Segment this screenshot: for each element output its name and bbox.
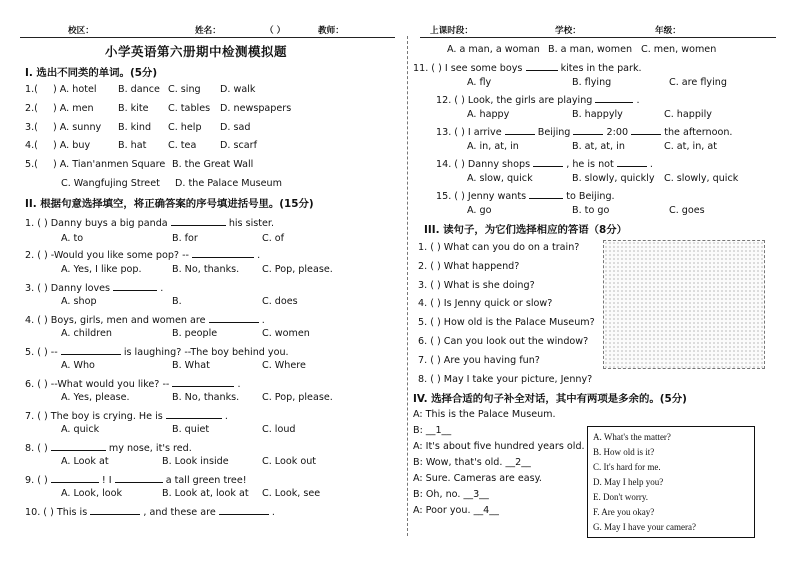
sentence-option: A. What's the matter? xyxy=(593,432,671,442)
header-grade-label: 年级： xyxy=(655,26,681,36)
question-text-after: my nose, it's red. xyxy=(108,443,192,454)
option-b: B. slowly, quickly xyxy=(572,173,655,184)
sec2-q14 xyxy=(436,157,653,170)
sec1-item-3-c: C. help xyxy=(168,122,202,133)
dialog-line: B: __1__ xyxy=(413,425,452,436)
sec1-item-2-num: 2.( xyxy=(25,103,38,114)
option-c: C. are flying xyxy=(669,77,727,88)
option-c: C. does xyxy=(262,296,298,307)
q10-option-c: C. men, women xyxy=(641,44,717,55)
sec3-item: 6. ( ) Can you look out the window? xyxy=(418,336,589,347)
answer-blank[interactable] xyxy=(61,345,121,355)
answer-blank[interactable] xyxy=(631,125,661,135)
page-title: 小学英语第六册期中检测模拟题 xyxy=(105,44,288,59)
sec3-item: 3. ( ) What is she doing? xyxy=(418,280,535,291)
option-c: C. Look, see xyxy=(262,488,321,499)
sec1-item-2-c: C. tables xyxy=(168,103,211,114)
question-text-mid: ! I xyxy=(101,475,112,486)
question-text-after: . xyxy=(271,507,275,518)
question-text-after: . xyxy=(257,250,261,261)
sec3-item: 8. ( ) May I take your picture, Jenny? xyxy=(418,374,593,385)
question-text-after: . xyxy=(224,411,228,422)
sec1-item-3-d: D. sad xyxy=(220,122,251,133)
option-a: A. fly xyxy=(467,77,492,88)
sec3-item: 5. ( ) How old is the Palace Museum? xyxy=(418,317,595,328)
sec2-q15 xyxy=(436,189,615,202)
option-c: C. of xyxy=(262,233,285,244)
answer-blank[interactable] xyxy=(51,473,99,483)
option-b: B. at, at, in xyxy=(572,141,625,152)
sec3-item: 1. ( ) What can you do on a train? xyxy=(418,242,580,253)
sec2-q1 xyxy=(25,216,274,229)
option-b: B. to go xyxy=(572,205,610,216)
sec2-q2 xyxy=(25,248,260,261)
question-text: 8. ( ) xyxy=(25,443,48,454)
answer-blank[interactable] xyxy=(192,248,254,258)
sec1-item-3-num: 3.( xyxy=(25,122,38,133)
option-b: B. No, thanks. xyxy=(172,264,240,275)
question-text-after: kites in the park. xyxy=(560,63,642,74)
question-text: 9. ( ) xyxy=(25,475,48,486)
question-text: 6. ( ) --What would you like? -- xyxy=(25,379,170,390)
option-a: A. shop xyxy=(61,296,97,307)
option-b: B. What xyxy=(172,360,210,371)
sec1-item-4-d: D. scarf xyxy=(220,140,257,151)
option-b: B. people xyxy=(172,328,218,339)
sec2-q9 xyxy=(25,473,247,486)
sec1-item-5-num: 5.( xyxy=(25,159,38,170)
option-c: C. Look out xyxy=(262,456,317,467)
sec1-item-1-d: D. walk xyxy=(220,84,256,95)
sec1-item-2-d: D. newspapers xyxy=(220,103,292,114)
sec3-item: 2. ( ) What happend? xyxy=(418,261,520,272)
question-text-mid2: 2:00 xyxy=(606,127,629,138)
header-campus-label: 校区： xyxy=(68,26,94,36)
sec1-item-3-b: B. kind xyxy=(118,122,152,133)
question-text: 10. ( ) This is xyxy=(25,507,88,518)
header-time-label: 上课时段： xyxy=(430,26,473,36)
answer-blank[interactable] xyxy=(113,281,157,291)
sec1-item-5-c: C. Wangfujing Street xyxy=(61,178,160,189)
answer-blank[interactable] xyxy=(171,216,226,226)
option-b: B. No, thanks. xyxy=(172,392,240,403)
header-teacher-label: 教师： xyxy=(318,26,344,36)
sec1-item-4-b: B. hat xyxy=(118,140,147,151)
answer-blank[interactable] xyxy=(533,157,563,167)
section-3-heading: III. 读句子，为它们选择相应的答语（8分） xyxy=(424,224,628,236)
option-a: A. happy xyxy=(467,109,510,120)
sentence-option: G. May I have your camera? xyxy=(593,522,696,532)
sec2-q3 xyxy=(25,281,163,294)
question-text-after: his sister. xyxy=(228,218,275,229)
sec2-q7 xyxy=(25,409,228,422)
picture-placeholder xyxy=(603,240,765,369)
answer-blank[interactable] xyxy=(595,93,633,103)
dialog-line: A: Poor you. __4__ xyxy=(413,505,499,516)
option-c: C. loud xyxy=(262,424,296,435)
answer-blank[interactable] xyxy=(51,441,106,451)
dialog-line: A: Sure. Cameras are easy. xyxy=(413,473,542,484)
dialog-line: A: It's about five hundred years old. xyxy=(413,441,585,452)
question-text-after: to Beijing. xyxy=(566,191,615,202)
q10-option-b: B. a man, women xyxy=(548,44,633,55)
sec1-item-1-num: 1.( xyxy=(25,84,38,95)
sec1-item-2-b: B. kite xyxy=(118,103,149,114)
option-c: C. women xyxy=(262,328,310,339)
section-4-heading: IV. 选择合适的句子补全对话，其中有两项是多余的。(5分) xyxy=(413,393,687,405)
column-divider xyxy=(407,36,408,536)
sec1-item-5-a: ) A. Tian'anmen Square xyxy=(53,159,166,170)
question-text-after: . xyxy=(261,315,265,326)
question-text: 14. ( ) Danny shops xyxy=(436,159,531,170)
question-text: 12. ( ) Look, the girls are playing xyxy=(436,95,593,106)
sec2-q8 xyxy=(25,441,192,454)
dialog-line: A: This is the Palace Museum. xyxy=(413,409,556,420)
answer-blank[interactable] xyxy=(172,377,234,387)
sec2-q6 xyxy=(25,377,241,390)
sec2-q11 xyxy=(413,61,642,74)
question-text: 1. ( ) Danny buys a big panda xyxy=(25,218,168,229)
sec2-q5 xyxy=(25,345,289,358)
option-a: A. quick xyxy=(61,424,100,435)
question-text-after: . xyxy=(636,95,640,106)
question-text-after: a tall green tree! xyxy=(165,475,247,486)
answer-blank[interactable] xyxy=(529,189,563,199)
sentence-option: D. May I help you? xyxy=(593,477,664,487)
sentence-option: F. Are you okay? xyxy=(593,507,655,517)
option-a: A. go xyxy=(467,205,492,216)
sec1-item-4-num: 4.( xyxy=(25,140,38,151)
sec2-q12 xyxy=(436,93,640,106)
option-c: C. goes xyxy=(669,205,705,216)
question-text-mid: Beijing xyxy=(537,127,571,138)
option-a: A. Yes, I like pop. xyxy=(61,264,142,275)
option-c: C. Where xyxy=(262,360,306,371)
question-text-after: . xyxy=(160,283,164,294)
sec1-item-5-d: D. the Palace Museum xyxy=(175,178,282,189)
question-text: 3. ( ) Danny loves xyxy=(25,283,111,294)
option-a: A. Yes, please. xyxy=(61,392,130,403)
sentence-option: B. How old is it? xyxy=(593,447,655,457)
question-text: 2. ( ) -Would you like some pop? -- xyxy=(25,250,189,261)
sec1-item-3-a: ) A. sunny xyxy=(53,122,102,133)
sec1-item-4-c: C. tea xyxy=(168,140,197,151)
answer-blank[interactable] xyxy=(526,61,558,71)
answer-blank[interactable] xyxy=(505,125,535,135)
header-school-label: 学校： xyxy=(555,26,581,36)
question-text-after: the afternoon. xyxy=(664,127,733,138)
option-b: B. Look at, look at xyxy=(162,488,249,499)
option-b: B. happyly xyxy=(572,109,623,120)
sentence-option: E. Don't worry. xyxy=(593,492,649,502)
sec2-q10 xyxy=(25,505,275,518)
question-text-mid: , and these are xyxy=(143,507,216,518)
option-b: B. Look inside xyxy=(162,456,229,467)
answer-blank[interactable] xyxy=(209,313,259,323)
sec2-q4 xyxy=(25,313,265,326)
option-c: C. at, in, at xyxy=(664,141,718,152)
option-c: C. Pop, please. xyxy=(262,392,333,403)
option-c: C. slowly, quick xyxy=(664,173,739,184)
sec1-item-4-a: ) A. buy xyxy=(53,140,91,151)
header-name-label: 姓名： xyxy=(195,26,221,36)
question-text: 15. ( ) Jenny wants xyxy=(436,191,527,202)
answer-blank[interactable] xyxy=(617,157,647,167)
section-1-heading: I. 选出不同类的单词。(5分) xyxy=(25,67,158,79)
section-2-heading: II. 根据句意选择填空，将正确答案的序号填进括号里。(15分) xyxy=(25,198,314,210)
sec3-item: 4. ( ) Is Jenny quick or slow? xyxy=(418,298,553,309)
sec2-q13 xyxy=(436,125,732,138)
option-b: B. flying xyxy=(572,77,612,88)
question-text: 4. ( ) Boys, girls, men and women are xyxy=(25,315,206,326)
question-text: 7. ( ) The boy is crying. He is xyxy=(25,411,163,422)
option-a: A. in, at, in xyxy=(467,141,519,152)
option-c: C. Pop, please. xyxy=(262,264,333,275)
option-b: B. for xyxy=(172,233,198,244)
question-text-after: is laughing? --The boy behind you. xyxy=(123,347,289,358)
answer-blank[interactable] xyxy=(166,409,222,419)
option-a: A. Who xyxy=(61,360,95,371)
dialog-line: B: Wow, that's old. __2__ xyxy=(413,457,531,468)
question-text-after: . xyxy=(237,379,241,390)
sec3-item: 7. ( ) Are you having fun? xyxy=(418,355,540,366)
option-b: B. quiet xyxy=(172,424,210,435)
dialog-line: B: Oh, no. __3__ xyxy=(413,489,489,500)
question-text-mid: , he is not xyxy=(566,159,614,170)
sec1-item-2-a: ) A. men xyxy=(53,103,94,114)
question-text: 13. ( ) I arrive xyxy=(436,127,502,138)
answer-blank[interactable] xyxy=(115,473,163,483)
option-a: A. children xyxy=(61,328,112,339)
sec1-item-1-a: ) A. hotel xyxy=(53,84,97,95)
header-rule-left xyxy=(20,37,395,38)
sentence-options-box xyxy=(587,426,755,538)
header-paren: （ ） xyxy=(265,26,286,36)
answer-blank[interactable] xyxy=(573,125,603,135)
sec1-item-1-c: C. sing xyxy=(168,84,201,95)
answer-blank[interactable] xyxy=(90,505,140,515)
question-text: 11. ( ) I see some boys xyxy=(413,63,523,74)
q10-option-a: A. a man, a woman xyxy=(447,44,540,55)
answer-blank[interactable] xyxy=(219,505,269,515)
question-text: 5. ( ) -- xyxy=(25,347,58,358)
question-text-after: . xyxy=(649,159,653,170)
option-a: A. Look, look xyxy=(61,488,123,499)
option-c: C. happily xyxy=(664,109,712,120)
sentence-option: C. It's hard for me. xyxy=(593,462,661,472)
sec1-item-5-b: B. the Great Wall xyxy=(172,159,254,170)
header-rule-right xyxy=(420,37,776,38)
option-b: B. xyxy=(172,296,182,307)
option-a: A. Look at xyxy=(61,456,109,467)
option-a: A. slow, quick xyxy=(467,173,533,184)
option-a: A. to xyxy=(61,233,84,244)
sec1-item-1-b: B. dance xyxy=(118,84,160,95)
